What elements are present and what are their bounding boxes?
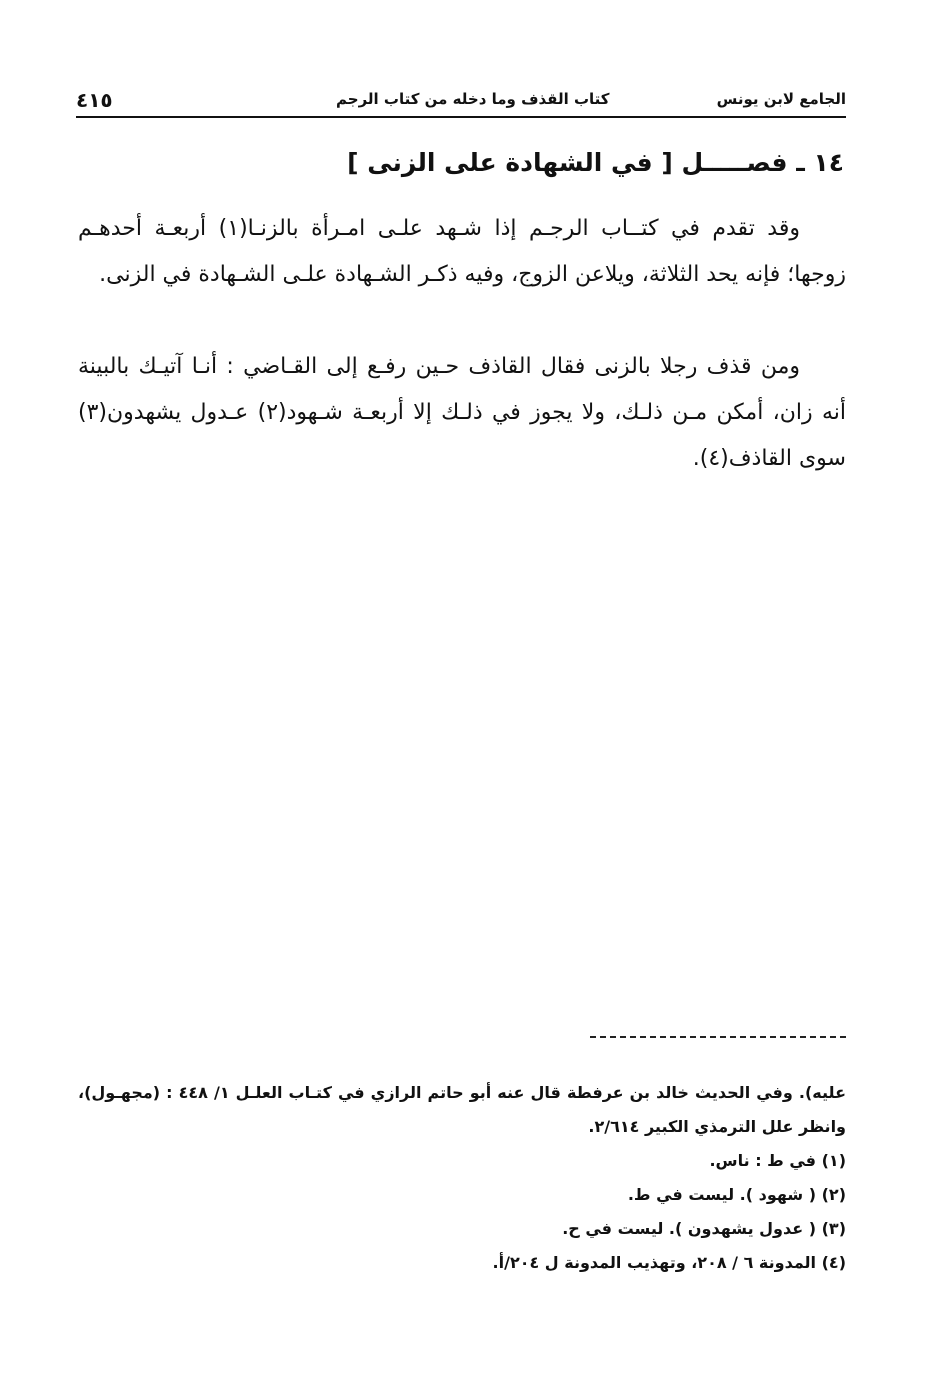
header-chapter-title: كتاب القذف وما دخله من كتاب الرجم	[336, 90, 610, 108]
running-header	[76, 88, 846, 118]
body-paragraph-1	[78, 206, 846, 298]
footnotes	[78, 1076, 846, 1280]
footnote-3: (٣) ( عدول يشهدون ). ليست في ح.	[562, 1219, 846, 1238]
footnote-carry-over: عليه). وفي الحديث خالد بن عرفطة قال عنه أبو حاتم الرازي في كتـاب العلـل ١/ ٤٤٨ : (مجهـول)، وانظر علل الترمذي الكبير ٢/٦١٤.	[78, 1083, 846, 1136]
section-title: ١٤ ـ فصـــــل [ في الشهادة على الزنى ]	[347, 148, 844, 177]
paragraph-text: وقد تقدم في كتــاب الرجـم إذا شـهد علـى امـرأة بالزنـا(١) أربعـة أحدهـم زوجها؛ فإنه يحد الثلاثة، ويلاعن الزوج، وفيه ذكـر الشـهادة علـى الشـهادة في الزنى.	[78, 216, 846, 287]
footnote-1: (١) في ط : ناس.	[709, 1151, 846, 1170]
header-book-title: الجامع لابن يونس	[716, 90, 846, 108]
page-number: ٤١٥	[76, 88, 113, 112]
footnote-4: (٤) المدونة ٦ / ٢٠٨، وتهذيب المدونة ل ٢٠٤/أ.	[492, 1253, 846, 1272]
footnote-2: (٢) ( شهود ). ليست في ط.	[627, 1185, 846, 1204]
body-paragraph-2	[78, 344, 846, 482]
paragraph-text: ومن قذف رجلا بالزنى فقال القاذف حـين رفـع إلى القـاضي : أنـا آتيـك بالبينة أنه زان، أمكن مـن ذلـك، ولا يجوز في ذلـك إلا أربعـة شـهود(٢) عـدول يشهدون(٣) سوى القاذف(٤).	[78, 354, 846, 471]
footnote-separator	[590, 1036, 846, 1038]
